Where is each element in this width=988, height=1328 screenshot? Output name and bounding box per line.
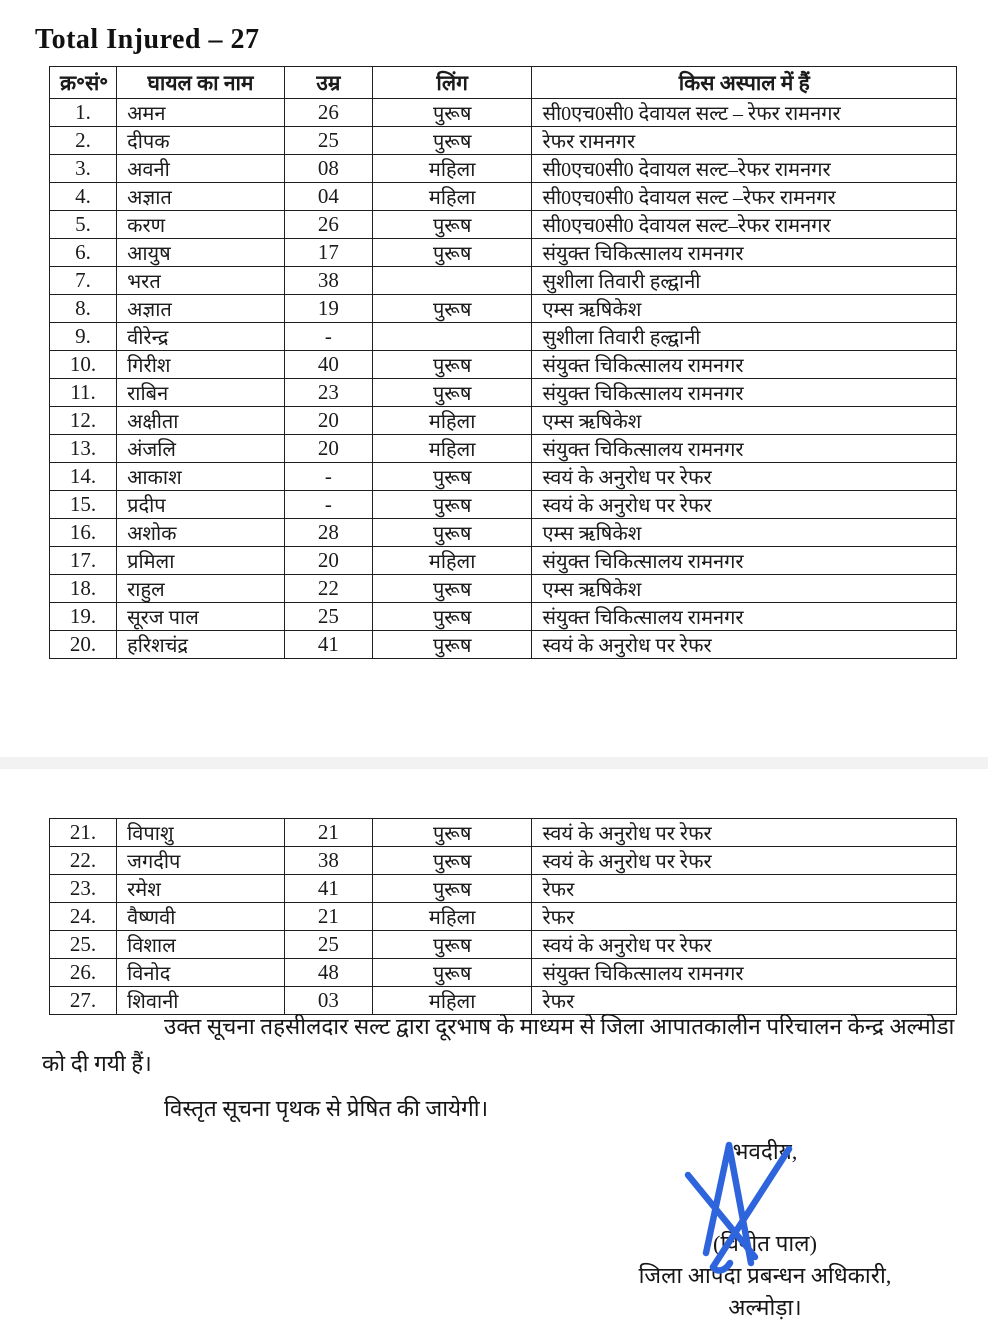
cell-hospital: एम्स ऋषिकेश	[532, 519, 957, 547]
cell-sn: 22.	[50, 847, 117, 875]
cell-name: अज्ञात	[117, 295, 285, 323]
cell-hospital: स्वयं के अनुरोध पर रेफर	[532, 631, 957, 659]
cell-age: 38	[284, 847, 372, 875]
col-header-gender: लिंग	[372, 67, 532, 99]
table-row	[50, 267, 957, 295]
cell-hospital: एम्स ऋषिकेश	[532, 295, 957, 323]
table-row	[50, 155, 957, 183]
cell-age: -	[284, 323, 372, 351]
cell-name: जगदीप	[117, 847, 285, 875]
cell-age: 25	[284, 603, 372, 631]
signature-block	[565, 1136, 965, 1324]
table-row	[50, 295, 957, 323]
cell-hospital: सी0एच0सी0 देवायल सल्ट–रेफर रामनगर	[532, 211, 957, 239]
cell-name: हरिशचंद्र	[117, 631, 285, 659]
cell-hospital: रेफर	[532, 875, 957, 903]
cell-hospital: एम्स ऋषिकेश	[532, 407, 957, 435]
cell-hospital: स्वयं के अनुरोध पर रेफर	[532, 463, 957, 491]
cell-name: शिवानी	[117, 987, 285, 1015]
cell-age: 04	[284, 183, 372, 211]
signatory-place: अल्मोड़ा।	[728, 1295, 802, 1320]
cell-age: -	[284, 491, 372, 519]
cell-sn: 19.	[50, 603, 117, 631]
cell-gender: पुरूष	[372, 575, 532, 603]
table-row	[50, 847, 957, 875]
table-row	[50, 183, 957, 211]
cell-hospital: संयुक्त चिकित्सालय रामनगर	[532, 603, 957, 631]
table-row	[50, 959, 957, 987]
table-body-page1	[50, 99, 957, 659]
cell-name: विनोद	[117, 959, 285, 987]
cell-sn: 18.	[50, 575, 117, 603]
cell-name: वीरेन्द्र	[117, 323, 285, 351]
page-title: Total Injured – 27	[35, 24, 260, 55]
table-body-page2	[50, 819, 957, 1015]
table-header-row	[50, 67, 957, 99]
signatory-designation: जिला आपदा प्रबन्धन अधिकारी,	[638, 1263, 892, 1288]
cell-age: 48	[284, 959, 372, 987]
cell-hospital: रेफर	[532, 903, 957, 931]
cell-age: 21	[284, 819, 372, 847]
table-row	[50, 603, 957, 631]
cell-name: प्रदीप	[117, 491, 285, 519]
cell-name: अक्षीता	[117, 407, 285, 435]
cell-name: आयुष	[117, 239, 285, 267]
cell-name: रमेश	[117, 875, 285, 903]
cell-age: 08	[284, 155, 372, 183]
cell-sn: 6.	[50, 239, 117, 267]
table-row	[50, 903, 957, 931]
table-row	[50, 127, 957, 155]
cell-sn: 21.	[50, 819, 117, 847]
cell-hospital: सुशीला तिवारी हल्द्वानी	[532, 323, 957, 351]
cell-hospital: संयुक्त चिकित्सालय रामनगर	[532, 959, 957, 987]
table-row	[50, 99, 957, 127]
cell-name: विशाल	[117, 931, 285, 959]
cell-age: 17	[284, 239, 372, 267]
cell-sn: 2.	[50, 127, 117, 155]
cell-hospital: स्वयं के अनुरोध पर रेफर	[532, 491, 957, 519]
cell-hospital: एम्स ऋषिकेश	[532, 575, 957, 603]
table-row	[50, 379, 957, 407]
cell-hospital: संयुक्त चिकित्सालय रामनगर	[532, 547, 957, 575]
cell-gender: पुरूष	[372, 379, 532, 407]
cell-sn: 4.	[50, 183, 117, 211]
cell-age: 20	[284, 407, 372, 435]
cell-age: 25	[284, 127, 372, 155]
table-row	[50, 463, 957, 491]
cell-gender: महिला	[372, 183, 532, 211]
cell-hospital: संयुक्त चिकित्सालय रामनगर	[532, 239, 957, 267]
table-row	[50, 491, 957, 519]
cell-age: 20	[284, 547, 372, 575]
cell-age: 21	[284, 903, 372, 931]
cell-gender: महिला	[372, 903, 532, 931]
cell-gender: पुरूष	[372, 211, 532, 239]
cell-age: 23	[284, 379, 372, 407]
cell-hospital: स्वयं के अनुरोध पर रेफर	[532, 931, 957, 959]
cell-gender: पुरूष	[372, 959, 532, 987]
cell-gender: महिला	[372, 407, 532, 435]
cell-name: अवनी	[117, 155, 285, 183]
cell-hospital: सी0एच0सी0 देवायल सल्ट–रेफर रामनगर	[532, 155, 957, 183]
table-row	[50, 547, 957, 575]
cell-name: प्रमिला	[117, 547, 285, 575]
cell-gender: पुरूष	[372, 847, 532, 875]
cell-sn: 27.	[50, 987, 117, 1015]
cell-sn: 25.	[50, 931, 117, 959]
cell-sn: 7.	[50, 267, 117, 295]
table-row	[50, 631, 957, 659]
col-header-age: उम्र	[284, 67, 372, 99]
cell-gender: पुरूष	[372, 351, 532, 379]
cell-sn: 15.	[50, 491, 117, 519]
cell-sn: 24.	[50, 903, 117, 931]
cell-age: 26	[284, 99, 372, 127]
cell-gender: पुरूष	[372, 931, 532, 959]
cell-hospital: सी0एच0सी0 देवायल सल्ट –रेफर रामनगर	[532, 183, 957, 211]
cell-age: 22	[284, 575, 372, 603]
signatory-name: (विनीत पाल)	[713, 1231, 817, 1256]
notes-section	[42, 1008, 980, 1127]
col-header-serial: क्र॰सं॰	[50, 67, 117, 99]
cell-sn: 9.	[50, 323, 117, 351]
cell-age: 28	[284, 519, 372, 547]
closing-salutation: भवदीय,	[732, 1139, 798, 1164]
cell-name: वैष्णवी	[117, 903, 285, 931]
cell-sn: 3.	[50, 155, 117, 183]
cell-hospital: स्वयं के अनुरोध पर रेफर	[532, 819, 957, 847]
note-paragraph-2: विस्तृत सूचना पृथक से प्रेषित की जायेगी।	[164, 1096, 489, 1121]
cell-sn: 10.	[50, 351, 117, 379]
cell-gender: महिला	[372, 435, 532, 463]
cell-gender: पुरूष	[372, 463, 532, 491]
cell-age: 41	[284, 631, 372, 659]
cell-name: राहुल	[117, 575, 285, 603]
cell-sn: 16.	[50, 519, 117, 547]
cell-hospital: रेफर	[532, 987, 957, 1015]
cell-hospital: संयुक्त चिकित्सालय रामनगर	[532, 351, 957, 379]
note-paragraph-1: उक्त सूचना तहसीलदार सल्ट द्वारा दूरभाष के माध्यम से जिला आपातकालीन परिचालन केन्द्र अल्मोडा को दी गयी हैं।	[42, 1014, 955, 1076]
cell-name: विपाशु	[117, 819, 285, 847]
cell-gender: पुरूष	[372, 631, 532, 659]
cell-gender: महिला	[372, 547, 532, 575]
cell-sn: 13.	[50, 435, 117, 463]
cell-sn: 11.	[50, 379, 117, 407]
table-row	[50, 575, 957, 603]
cell-age: 38	[284, 267, 372, 295]
cell-gender: पुरूष	[372, 519, 532, 547]
cell-gender: पुरूष	[372, 875, 532, 903]
cell-sn: 1.	[50, 99, 117, 127]
cell-name: अंजलि	[117, 435, 285, 463]
cell-hospital: संयुक्त चिकित्सालय रामनगर	[532, 379, 957, 407]
cell-gender	[372, 323, 532, 351]
table-row	[50, 323, 957, 351]
cell-age: 26	[284, 211, 372, 239]
cell-sn: 26.	[50, 959, 117, 987]
table-row	[50, 875, 957, 903]
cell-hospital: रेफर रामनगर	[532, 127, 957, 155]
col-header-hospital: किस अस्पाल में हैं	[532, 67, 957, 99]
cell-hospital: संयुक्त चिकित्सालय रामनगर	[532, 435, 957, 463]
table-row	[50, 519, 957, 547]
cell-name: अज्ञात	[117, 183, 285, 211]
cell-sn: 12.	[50, 407, 117, 435]
cell-gender: महिला	[372, 987, 532, 1015]
cell-gender: पुरूष	[372, 603, 532, 631]
cell-sn: 17.	[50, 547, 117, 575]
table-row	[50, 407, 957, 435]
cell-sn: 23.	[50, 875, 117, 903]
cell-gender: पुरूष	[372, 295, 532, 323]
cell-sn: 5.	[50, 211, 117, 239]
table-row	[50, 435, 957, 463]
cell-sn: 14.	[50, 463, 117, 491]
table-row	[50, 819, 957, 847]
cell-name: आकाश	[117, 463, 285, 491]
cell-name: गिरीश	[117, 351, 285, 379]
cell-gender	[372, 267, 532, 295]
page-break-shadow	[0, 757, 988, 769]
col-header-name: घायल का नाम	[117, 67, 285, 99]
cell-name: दीपक	[117, 127, 285, 155]
injured-table-page2	[49, 818, 957, 1015]
cell-gender: महिला	[372, 155, 532, 183]
cell-hospital: सी0एच0सी0 देवायल सल्ट – रेफर रामनगर	[532, 99, 957, 127]
cell-gender: पुरूष	[372, 239, 532, 267]
cell-name: अमन	[117, 99, 285, 127]
cell-name: राबिन	[117, 379, 285, 407]
table-row	[50, 211, 957, 239]
cell-sn: 20.	[50, 631, 117, 659]
cell-age: 19	[284, 295, 372, 323]
cell-gender: पुरूष	[372, 491, 532, 519]
cell-gender: पुरूष	[372, 819, 532, 847]
cell-sn: 8.	[50, 295, 117, 323]
table-row	[50, 351, 957, 379]
injured-table-page1	[49, 66, 957, 659]
cell-name: सूरज पाल	[117, 603, 285, 631]
cell-name: अशोक	[117, 519, 285, 547]
cell-age: 41	[284, 875, 372, 903]
cell-age: 25	[284, 931, 372, 959]
cell-hospital: सुशीला तिवारी हल्द्वानी	[532, 267, 957, 295]
cell-name: करण	[117, 211, 285, 239]
cell-age: 20	[284, 435, 372, 463]
table-row	[50, 239, 957, 267]
cell-age: 03	[284, 987, 372, 1015]
cell-age: 40	[284, 351, 372, 379]
cell-hospital: स्वयं के अनुरोध पर रेफर	[532, 847, 957, 875]
cell-name: भरत	[117, 267, 285, 295]
cell-gender: पुरूष	[372, 127, 532, 155]
table-row	[50, 931, 957, 959]
cell-gender: पुरूष	[372, 99, 532, 127]
cell-age: -	[284, 463, 372, 491]
